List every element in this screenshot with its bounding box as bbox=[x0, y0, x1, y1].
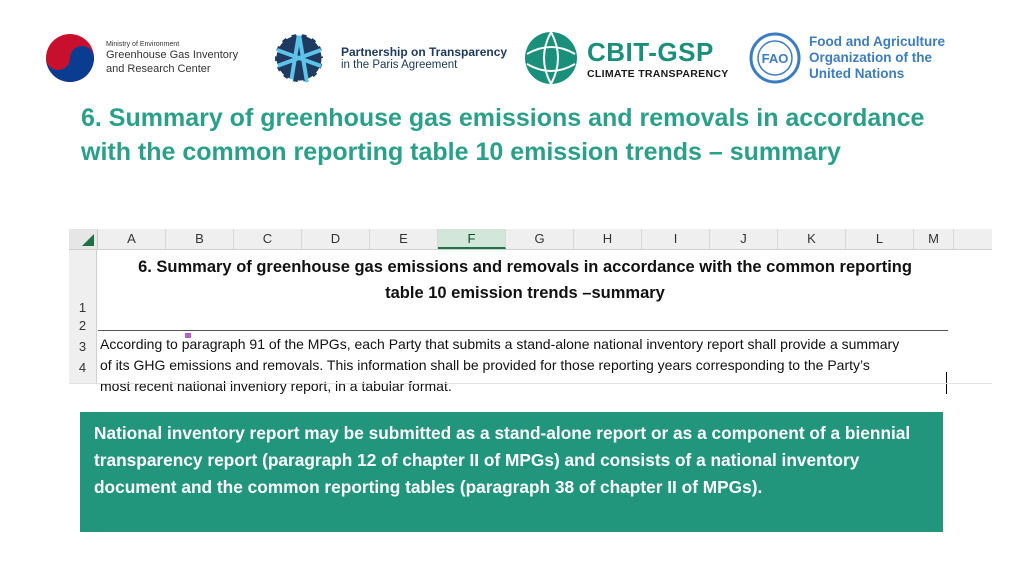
row-header-4[interactable]: 4 bbox=[69, 357, 97, 378]
para-line-3: most recent national inventory report, in a tabular format. bbox=[100, 378, 452, 394]
select-all-corner[interactable] bbox=[69, 229, 98, 249]
fao-emblem-icon bbox=[749, 32, 801, 84]
fao-name-1: Food and Agriculture bbox=[809, 34, 945, 49]
column-header-c[interactable]: C bbox=[234, 229, 302, 249]
column-header-j[interactable]: J bbox=[710, 229, 778, 249]
column-header-bar bbox=[69, 229, 992, 250]
cbit-name: CBIT-GSP bbox=[587, 36, 714, 67]
row-header-2[interactable]: 2 bbox=[69, 316, 97, 336]
fao-name-2: Organization of the bbox=[809, 50, 932, 65]
sheet-heading-line2: table 10 emission trends –summary bbox=[385, 284, 665, 302]
column-header-m[interactable]: M bbox=[914, 229, 954, 249]
column-header-b[interactable]: B bbox=[166, 229, 234, 249]
taegeuk-icon bbox=[44, 32, 96, 84]
gir-name-2: and Research Center bbox=[106, 62, 211, 75]
sheet-paragraph bbox=[100, 334, 990, 397]
spreadsheet-screenshot bbox=[69, 229, 992, 394]
sheet-heading bbox=[100, 254, 950, 306]
row-header-1[interactable]: 1 bbox=[69, 250, 97, 316]
fao-logo bbox=[749, 32, 945, 84]
info-callout: National inventory report may be submitted as a stand-alone report or as a component of a biennial transparency report (paragraph 12 of chapter II of MPGs) and consists of a national inventory document and the common reporting tables (paragraph 38 of chapter II of MPGs). bbox=[80, 412, 943, 532]
gir-logo bbox=[44, 32, 238, 84]
fao-name-3: United Nations bbox=[809, 66, 905, 81]
para-line-1: According to paragraph 91 of the MPGs, each Party that submits a stand-alone national inventory report shall provide a summary bbox=[100, 336, 900, 352]
column-header-l[interactable]: L bbox=[846, 229, 914, 249]
cell-area[interactable] bbox=[98, 250, 992, 394]
column-header-e[interactable]: E bbox=[370, 229, 438, 249]
column-header-a[interactable]: A bbox=[98, 229, 166, 249]
pata-name-2: in the Paris Agreement bbox=[341, 59, 458, 71]
pata-logo bbox=[271, 30, 507, 86]
gir-name-1: Greenhouse Gas Inventory bbox=[106, 48, 239, 61]
gir-ministry: Ministry of Environment bbox=[106, 40, 180, 48]
pata-globe-icon bbox=[271, 30, 327, 86]
column-header-k[interactable]: K bbox=[778, 229, 846, 249]
cbit-globe-icon bbox=[523, 30, 579, 86]
sheet-bottom-border bbox=[69, 383, 992, 384]
heading-underline bbox=[98, 330, 948, 331]
column-header-h[interactable]: H bbox=[574, 229, 642, 249]
row-header-3[interactable]: 3 bbox=[69, 336, 97, 357]
column-header-i[interactable]: I bbox=[642, 229, 710, 249]
para-line-2: of its GHG emissions and removals. This information shall be provided for those reporting years corresponding to the Party’s bbox=[100, 357, 870, 373]
sheet-heading-line1: 6. Summary of greenhouse gas emissions and removals in accordance with the common reporting bbox=[138, 258, 912, 276]
fao-emblem-text: FAO bbox=[761, 51, 789, 66]
logo-bar bbox=[0, 28, 1024, 92]
slide-title: 6. Summary of greenhouse gas emissions and removals in accordance with the common reporting table 10 emission trends – summary bbox=[81, 104, 925, 166]
column-header-g[interactable]: G bbox=[506, 229, 574, 249]
pata-name-1: Partnership on Transparency bbox=[341, 45, 508, 59]
column-header-f[interactable]: F bbox=[438, 229, 506, 249]
column-header-d[interactable]: D bbox=[302, 229, 370, 249]
cbit-logo bbox=[523, 30, 729, 86]
cbit-tagline: CLIMATE TRANSPARENCY bbox=[587, 67, 729, 80]
